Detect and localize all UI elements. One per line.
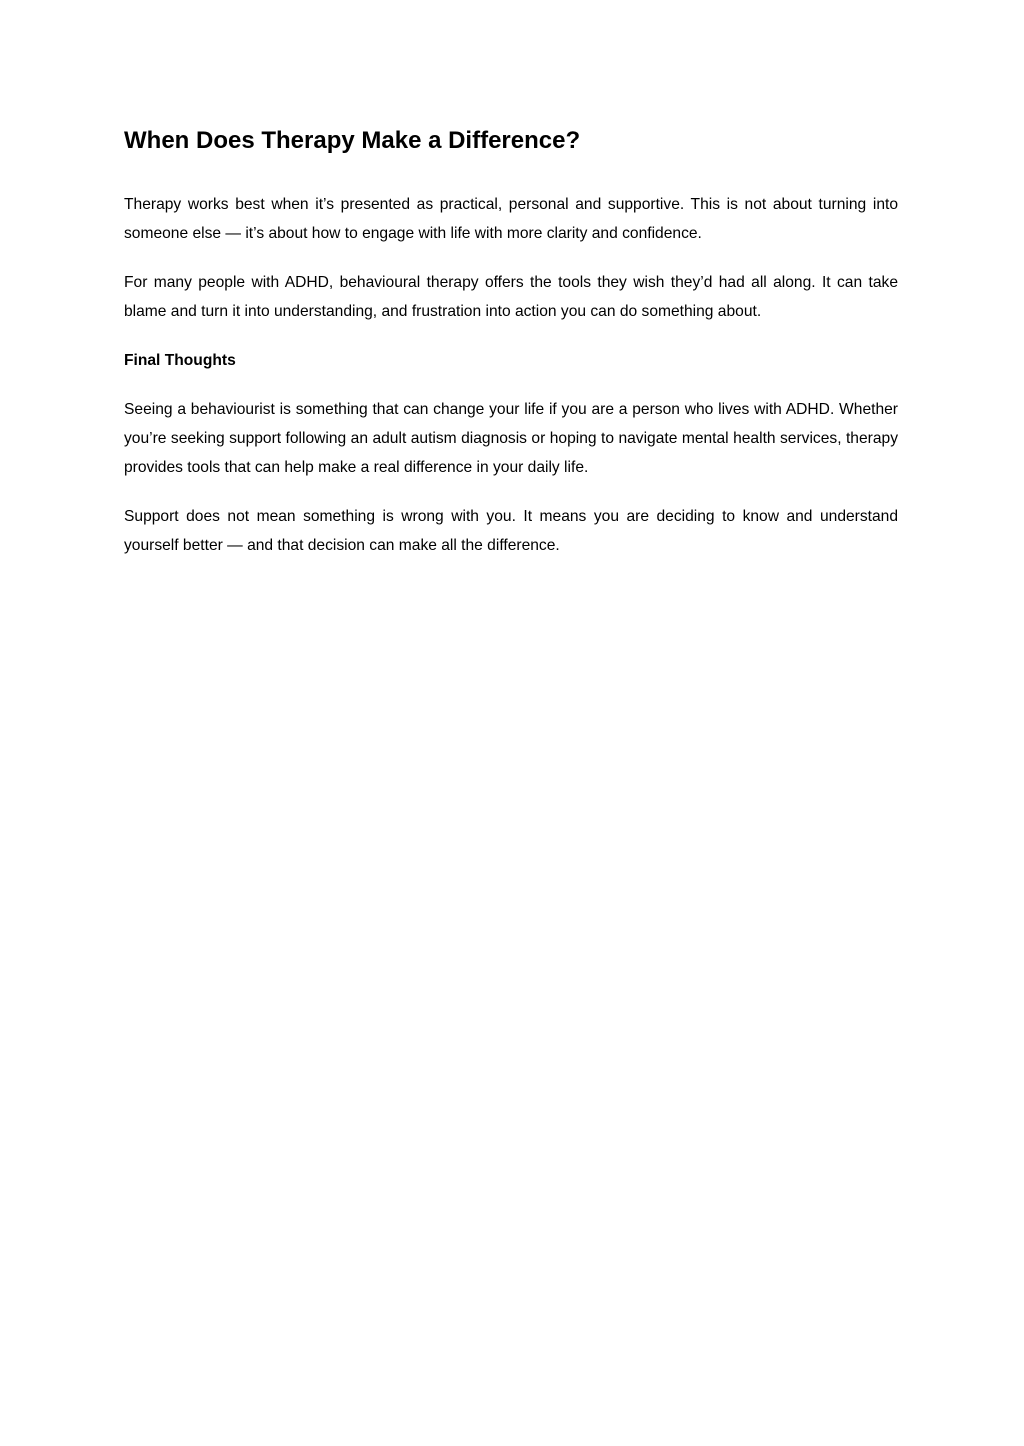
body-paragraph: Therapy works best when it’s presented as practical, personal and supportive. This is not about turning into someone else — it’s about how to engage with life with more clarity and confidence. bbox=[124, 196, 898, 242]
section-heading: Final Thoughts bbox=[124, 352, 236, 369]
page-title: When Does Therapy Make a Difference? bbox=[124, 127, 581, 154]
body-paragraph: For many people with ADHD, behavioural therapy offers the tools they wish they’d had all along. It can take blame and turn it into understanding, and frustration into action you can do something about. bbox=[124, 274, 898, 320]
body-paragraph: Support does not mean something is wrong with you. It means you are deciding to know and understand yourself better — and that decision can make all the difference. bbox=[124, 508, 898, 554]
body-paragraph: Seeing a behaviourist is something that can change your life if you are a person who lives with ADHD. Whether you’re seeking support following an adult autism diagnosis or hoping to navigate mental health services, therapy provides tools that can help make a real difference in your daily life. bbox=[124, 401, 898, 476]
document-page bbox=[124, 124, 898, 580]
